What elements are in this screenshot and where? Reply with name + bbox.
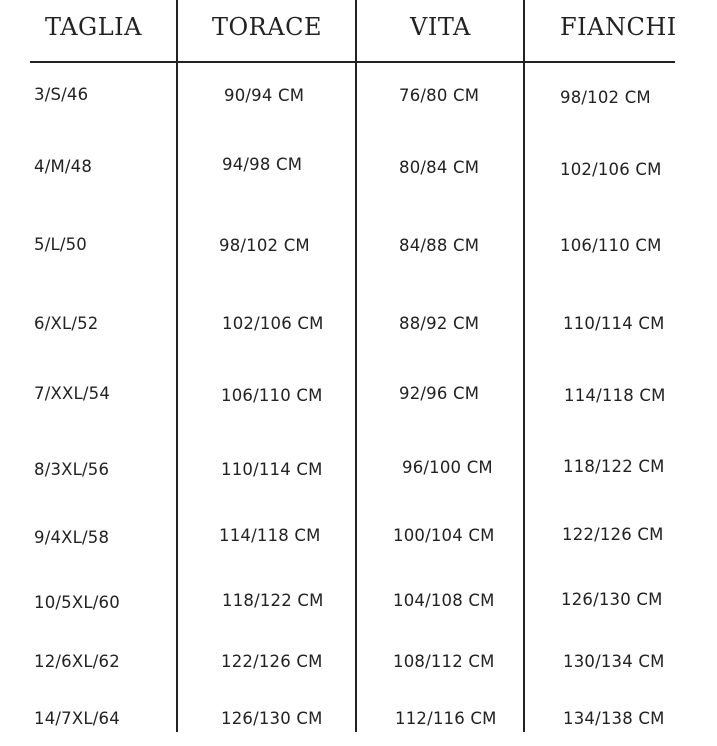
cell-size: 7/XXL/54 <box>34 384 111 403</box>
cell-chest: 126/130 CM <box>221 709 323 728</box>
cell-chest: 106/110 CM <box>221 386 323 405</box>
cell-waist: 104/108 CM <box>393 591 495 610</box>
cell-waist: 88/92 CM <box>399 314 480 333</box>
cell-size: 3/S/46 <box>34 85 89 104</box>
cell-chest: 98/102 CM <box>219 236 310 255</box>
cell-chest: 102/106 CM <box>222 314 324 333</box>
column-divider-2 <box>355 0 357 732</box>
cell-size: 4/M/48 <box>34 157 93 176</box>
cell-chest: 94/98 CM <box>222 155 303 174</box>
cell-waist: 96/100 CM <box>402 458 493 477</box>
header-hips: FIANCHI <box>560 13 677 41</box>
cell-hips: 102/106 CM <box>560 160 662 179</box>
cell-size: 10/5XL/60 <box>34 593 120 612</box>
column-divider-1 <box>176 0 178 732</box>
cell-size: 5/L/50 <box>34 235 88 254</box>
cell-chest: 118/122 CM <box>222 591 324 610</box>
cell-hips: 122/126 CM <box>562 525 664 544</box>
cell-hips: 126/130 CM <box>561 590 663 609</box>
cell-waist: 108/112 CM <box>393 652 495 671</box>
cell-chest: 90/94 CM <box>224 86 305 105</box>
cell-hips: 110/114 CM <box>563 314 665 333</box>
cell-hips: 114/118 CM <box>564 386 666 405</box>
cell-size: 6/XL/52 <box>34 314 99 333</box>
cell-size: 12/6XL/62 <box>34 652 120 671</box>
cell-hips: 98/102 CM <box>560 88 651 107</box>
header-size: TAGLIA <box>45 13 142 41</box>
cell-size: 14/7XL/64 <box>34 709 120 728</box>
cell-chest: 122/126 CM <box>221 652 323 671</box>
cell-chest: 114/118 CM <box>219 526 321 545</box>
header-chest: TORACE <box>212 13 322 41</box>
cell-hips: 118/122 CM <box>563 457 665 476</box>
cell-size: 9/4XL/58 <box>34 528 110 547</box>
header-waist: VITA <box>410 13 471 41</box>
cell-waist: 100/104 CM <box>393 526 495 545</box>
cell-waist: 80/84 CM <box>399 158 480 177</box>
column-divider-3 <box>523 0 525 732</box>
cell-waist: 76/80 CM <box>399 86 480 105</box>
cell-chest: 110/114 CM <box>221 460 323 479</box>
cell-hips: 106/110 CM <box>560 236 662 255</box>
cell-hips: 130/134 CM <box>563 652 665 671</box>
cell-size: 8/3XL/56 <box>34 460 110 479</box>
cell-waist: 92/96 CM <box>399 384 480 403</box>
header-divider <box>30 61 675 63</box>
cell-hips: 134/138 CM <box>563 709 665 728</box>
cell-waist: 112/116 CM <box>395 709 497 728</box>
cell-waist: 84/88 CM <box>399 236 480 255</box>
